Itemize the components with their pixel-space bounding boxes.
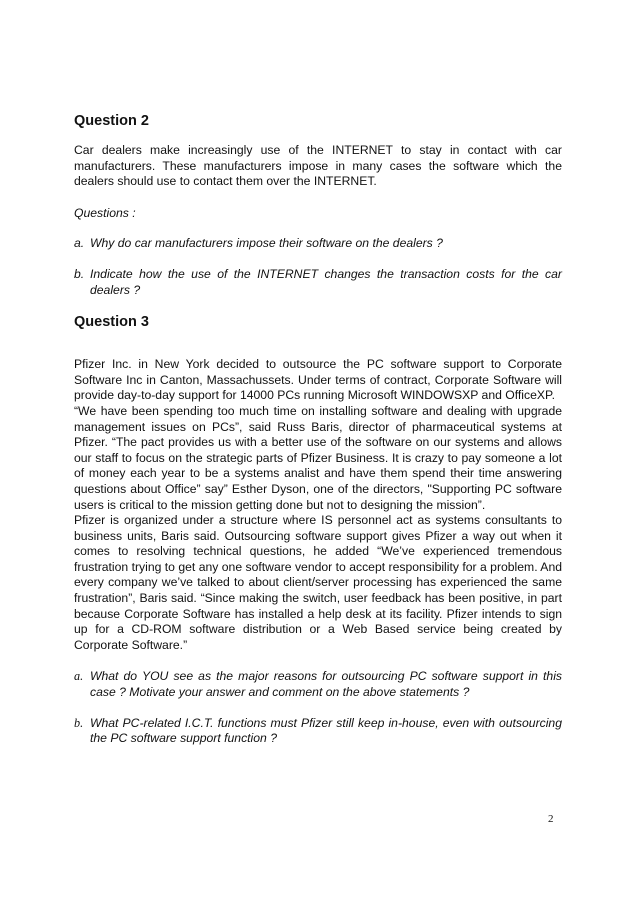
question-2-item-b: [74, 267, 562, 298]
item-letter: a.: [74, 236, 85, 251]
question-3-paragraph-2: “We have been spending too much time on installing software and dealing with upgrade management issues on PCs”, said Russ Baris, director of pharmaceutical systems at Pfizer. “The pact provides us with a better use of the software on our systems and allows our staff to focus on the strategic parts of Pfizer Business. It is crazy to pay someone a lot of money each year to be a systems analist and have them spend their time answering questions about Office” say” Esther Dyson, one of the directors, "Supporting PC software users is critical to the mission getting done but not to designing the mission”.: [74, 403, 562, 512]
question-2-item-a: [74, 236, 562, 252]
question-3-paragraph-3: Pfizer is organized under a structure where IS personnel act as systems consultants to business units, Baris said. Outsourcing software support gives Pfizer a way out when it comes to resolving technical questions, he added “We’ve experienced tremendous frustration trying to get any one software vendor to accept responsibility for a problem. And every company we’ve talked to about client/server processing has experienced the same frustration”, Baris said. “Since making the switch, user feedback has been positive, in part because Corporate Software has installed a help desk at its facility. Pfizer intends to sign up for a CD-ROM software distribution or a Web Based service being created by Corporate Software.”: [74, 513, 562, 652]
item-letter: b.: [74, 266, 85, 281]
question-3-heading: Question 3: [74, 314, 149, 331]
question-3-paragraph-1: Pfizer Inc. in New York decided to outsource the PC software support to Corporate Software Inc in Canton, Massachussets. Under terms of contract, Corporate Software will provide day-to-day support for 14000 PCs running Microsoft WINDOWSXP and OfficeXP.: [74, 357, 562, 403]
question-3-item-a: [74, 669, 562, 700]
question-2-heading: Question 2: [74, 113, 149, 129]
questions-label: Questions :: [74, 205, 136, 220]
item-letter: a.: [74, 669, 84, 684]
item-text: Why do car manufacturers impose their software on the dealers ?: [90, 236, 443, 251]
page-number: 2: [548, 813, 554, 825]
page-content: [74, 112, 562, 747]
item-text: What do YOU see as the major reasons for outsourcing PC software support in this case ? Motivate your answer and comment on the above statements ?: [90, 669, 562, 700]
item-text: Indicate how the use of the INTERNET changes the transaction costs for the car dealers ?: [90, 266, 562, 297]
question-2-intro: Car dealers make increasingly use of the INTERNET to stay in contact with car manufacturers. These manufacturers impose in many cases the software which the dealers should use to contact them over the INTERNET.: [74, 143, 562, 189]
question-3-item-b: [74, 716, 562, 747]
item-letter: b.: [74, 715, 84, 730]
item-text: What PC-related I.C.T. functions must Pfizer still keep in-house, even with outsourcing the PC software support function ?: [90, 715, 562, 746]
